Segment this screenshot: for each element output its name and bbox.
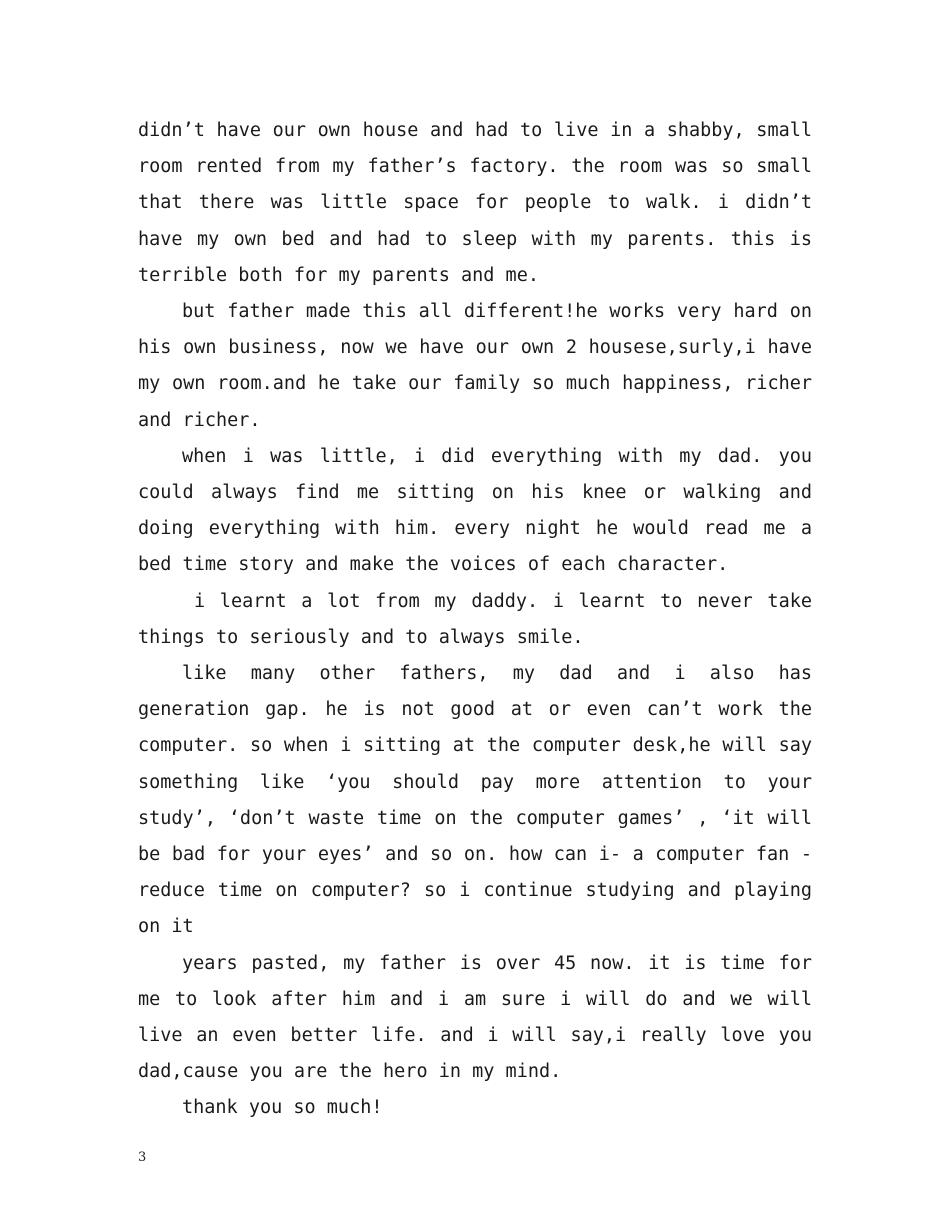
paragraph-3: when i was little, i did everything with my dad. you could always find me sitting on his knee or walking and doing everything with him. every night he would read me a bed time story and make the voices of each character. <box>138 445 812 576</box>
paragraph-5: like many other fathers, my dad and i also has generation gap. he is not good at or even can’t work the computer. so when i sitting at the computer desk,he will say something like ‘you should pay more attention to your study’, ‘don’t waste time on the computer games’ , ‘it will be bad for your eyes’ and so on. how can i- a computer fan - reduce time on computer? so i continue studying and playing on it <box>138 663 812 938</box>
paragraph-2: but father made this all different!he works very hard on his own business, now we have our own 2 housese,surly,i have my own room.and he take our family so much happiness, richer and richer. <box>138 301 812 431</box>
document-body <box>138 113 812 1127</box>
page-number: 3 <box>138 1150 147 1165</box>
paragraph-6: years pasted, my father is over 45 now. it is time for me to look after him and i am sure i will do and we will live an even better life. and i will say,i really love you dad,cause you are the hero in my mind. <box>138 952 812 1083</box>
paragraph-7: thank you so much! <box>182 1097 383 1119</box>
paragraph-1: didn’t have our own house and had to live in a shabby, small room rented from my father’s factory. the room was so small that there was little space for people to walk. i didn’t have my own bed and had to sleep with my parents. this is terrible both for my parents and me. <box>138 120 812 286</box>
paragraph-4: i learnt a lot from my daddy. i learnt to never take things to seriously and to always smile. <box>138 590 812 648</box>
